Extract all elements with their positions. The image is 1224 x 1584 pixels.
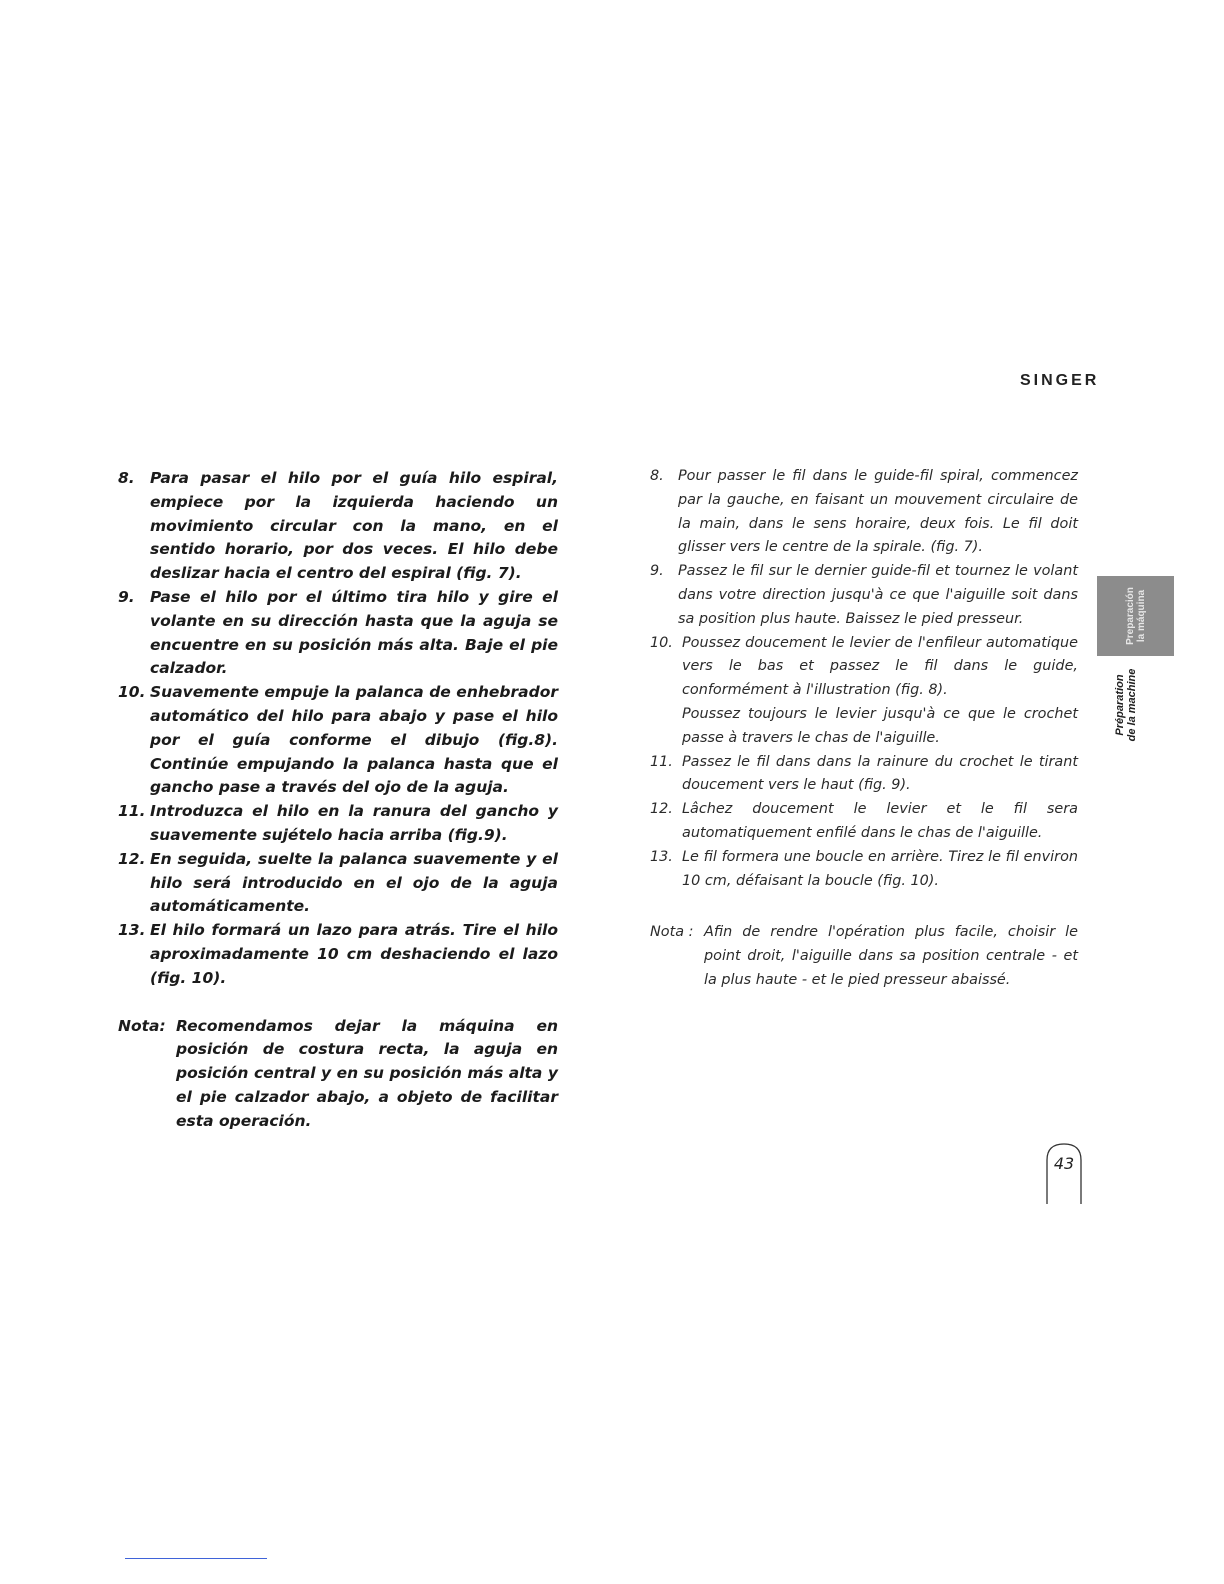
note-text: Afin de rendre l'opération plus facile, choisir le point droit, l'aiguille dans sa position centrale - et la plus haute - et le pied presseur abaissé. bbox=[704, 924, 1078, 988]
french-column bbox=[650, 465, 1078, 993]
item-text: Introduzca el hilo en la ranura del gancho y suavemente sujételo hacia arriba (fig.9). bbox=[150, 802, 558, 844]
section-label-text bbox=[1114, 669, 1138, 742]
section-label-line-2: de la machine bbox=[1126, 668, 1138, 742]
list-item bbox=[650, 846, 1078, 894]
section-label bbox=[1111, 667, 1141, 743]
list-item bbox=[650, 751, 1078, 799]
item-text: Le fil formera une boucle en arrière. Tirez le fil environ 10 cm, défaisant la boucle (fig. 10). bbox=[682, 848, 1078, 889]
section-tab-text bbox=[1125, 587, 1147, 645]
list-item bbox=[118, 800, 558, 848]
note-label: Nota: bbox=[118, 1016, 166, 1035]
item-text: Passez le fil sur le dernier guide-fil et tournez le volant dans votre direction jusqu'à ce que l'aiguille soit dans sa position plus haute. Baissez le pied presseur. bbox=[678, 563, 1078, 627]
item-number: 11. bbox=[118, 802, 146, 821]
section-tab-line-2: la máquina bbox=[1135, 589, 1147, 643]
item-number: 9. bbox=[118, 587, 135, 606]
list-item bbox=[118, 586, 558, 681]
page-number-badge bbox=[1045, 1142, 1083, 1204]
section-label-line-1: Préparation bbox=[1114, 674, 1126, 736]
item-text: Lâchez doucement le levier et le fil sera automatiquement enfilé dans le chas de l'aiguille. bbox=[682, 801, 1078, 841]
item-number: 12. bbox=[118, 849, 146, 868]
item-number: 13. bbox=[118, 921, 146, 940]
list-item bbox=[118, 919, 558, 990]
item-text: Pour passer le fil dans le guide-fil spiral, commencez par la gauche, en faisant un mouvement circulaire de la main, dans le sens horaire, deux fois. Le fil doit glisser vers le centre de la spirale. (fig. 7). bbox=[678, 468, 1078, 556]
list-item bbox=[118, 467, 558, 586]
note bbox=[118, 1015, 558, 1134]
note-text: Recomendamos dejar la máquina en posición de costura recta, la aguja en posición central y en su posición más alta y el pie calzador abajo, a objeto de facilitar esta operación. bbox=[176, 1016, 558, 1130]
item-number: 9. bbox=[650, 563, 664, 580]
item-text: Passez le fil dans dans la rainure du crochet le tirant doucement vers le haut (fig. 9). bbox=[682, 753, 1078, 794]
page-number: 43 bbox=[1053, 1154, 1075, 1173]
item-number: 10. bbox=[118, 683, 146, 702]
item-text: El hilo formará un lazo para atrás. Tire el hilo aproximadamente 10 cm deshaciendo el lazo (fig. 10). bbox=[150, 921, 558, 987]
item-text-block bbox=[682, 632, 1078, 751]
section-tab bbox=[1097, 576, 1174, 656]
spanish-column bbox=[118, 467, 558, 1134]
item-number: 8. bbox=[118, 469, 135, 487]
item-text: Suavemente empuje la palanca de enhebrador automático del hilo para abajo y pase el hilo por el guía conforme el dibujo (fig.8). Continúe empujando la palanca hasta que el gancho pase a través del ojo de la aguja. bbox=[150, 683, 558, 797]
item-text: En seguida, suelte la palanca suavemente y el hilo será introducido en el ojo de la aguja automáticamente. bbox=[150, 849, 558, 916]
note bbox=[650, 921, 1078, 992]
brand-header: SINGER bbox=[1020, 372, 1100, 389]
list-item bbox=[118, 848, 558, 919]
item-number: 13. bbox=[650, 848, 673, 865]
list-item bbox=[650, 465, 1078, 560]
item-text: Poussez doucement le levier de l'enfileur automatique vers le bas et passez le fil dans le guide, conformément à l'illustration (fig. 8). bbox=[682, 634, 1078, 699]
list-item bbox=[650, 798, 1078, 846]
note-label: Nota : bbox=[650, 924, 694, 941]
item-number: 11. bbox=[650, 753, 673, 770]
item-number: 12. bbox=[650, 801, 673, 818]
list-item bbox=[650, 560, 1078, 631]
list-item bbox=[118, 681, 558, 800]
list-item bbox=[650, 632, 1078, 751]
page-number-frame bbox=[1045, 1142, 1083, 1204]
item-text: Para pasar el hilo por el guía hilo espiral, empiece por la izquierda haciendo un movimiento circular con la mano, en el sentido horario, por dos veces. El hilo debe deslizar hacia el centro del espiral (fig. 7). bbox=[150, 469, 558, 583]
section-tab-line-1: Preparación bbox=[1124, 587, 1136, 645]
item-text: Pase el hilo por el último tira hilo y gire el volante en su dirección hasta que la aguja se encuentre en su posición más alta. Baje el pie calzador. bbox=[150, 587, 558, 678]
item-text-continued: Poussez toujours le levier jusqu'à ce que le crochet passe à travers le chas de l'aiguille. bbox=[682, 705, 1078, 746]
item-number: 8. bbox=[650, 468, 664, 484]
item-number: 10. bbox=[650, 634, 673, 651]
bottom-rule bbox=[125, 1558, 267, 1559]
